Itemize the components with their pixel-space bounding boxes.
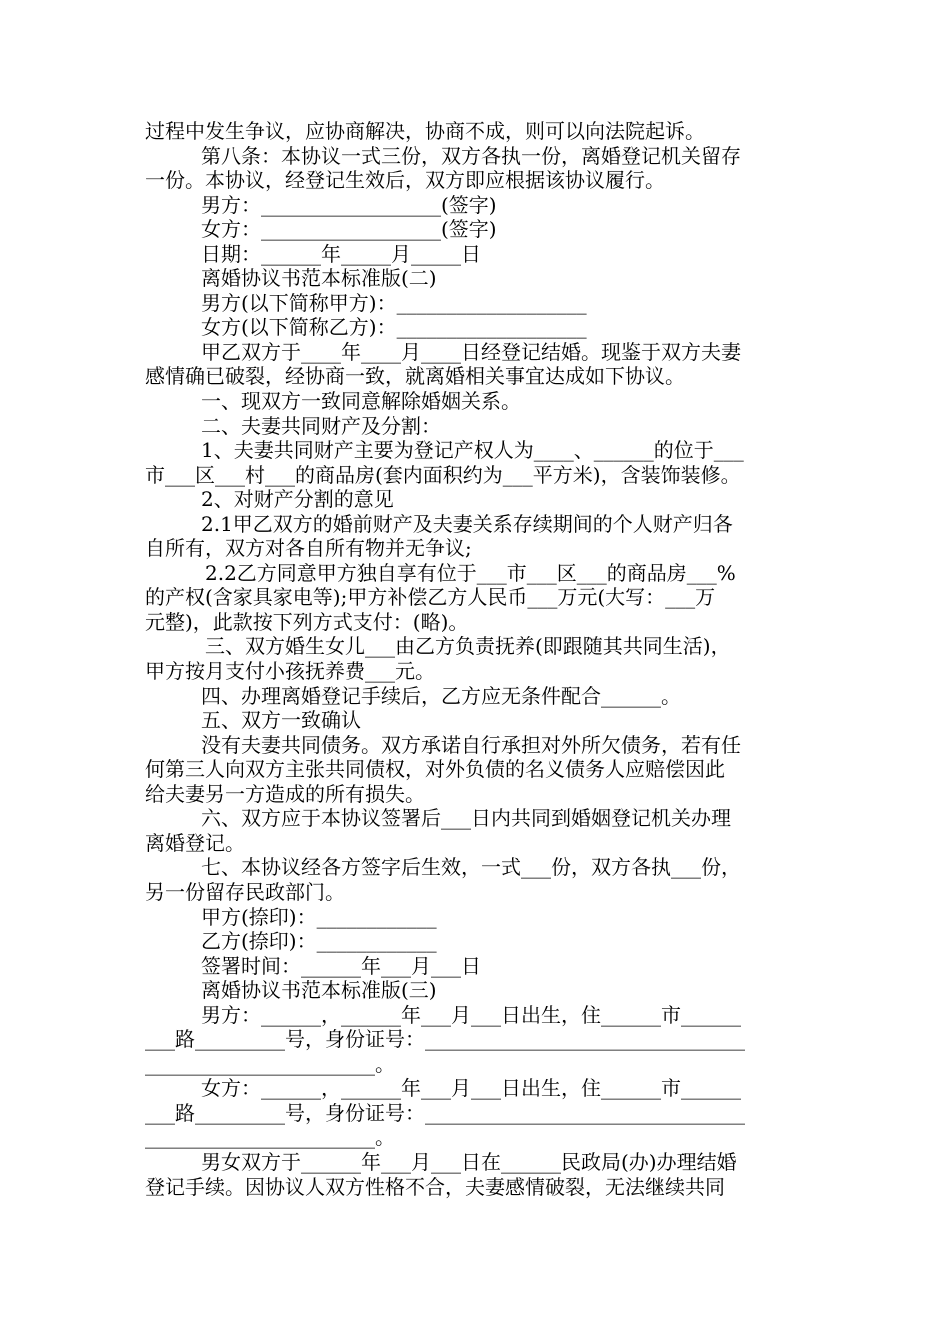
text-line: 何第三人向双方主张共同债权，对外负债的名义债务人应赔偿因此 [145,757,725,782]
text-line: 没有夫妻共同债务。双方承诺自行承担对外所欠债务，若有任 [201,732,741,757]
text-line: 签署时间：______年___月___日 [201,953,481,978]
text-line: 六、双方应于本协议签署后___日内共同到婚姻登记机关办理 [201,806,731,831]
text-line: 五、双方一致确认 [201,708,361,733]
text-line: 甲方(捺印)：____________ [201,904,437,929]
text-line: 一、现双方一致同意解除婚姻关系。 [201,389,521,414]
text-line: 女方：__________________(签字) [201,217,497,242]
text-line: 男女双方于______年___月___日在______民政局(办)办理结婚 [201,1149,737,1174]
text-line: 离婚协议书范本标准版(三) [201,978,437,1003]
text-line: 元整)，此款按下列方式支付：(略)。 [145,609,469,634]
text-line: ___路_________号，身份证号：________________________________ [145,1027,745,1052]
text-line: 自所有，双方对各自所有物并无争议; [145,536,472,561]
text-line: 乙方(捺印)：____________ [201,929,437,954]
text-line: 日期：______年_____月_____日 [201,241,481,266]
text-line: 男方：______，______年___月___日出生，住______市______ [201,1002,741,1027]
text-line: 三、双方婚生女儿___由乙方负责抚养(即跟随其共同生活)， [205,634,731,659]
text-line: 女方：______，______年___月___日出生，住______市______ [201,1076,741,1101]
text-line: 过程中发生争议，应协商解决，协商不成，则可以向法院起诉。 [145,119,705,143]
text-line: 2.1甲乙双方的婚前财产及夫妻关系存续期间的个人财产归各 [201,511,733,536]
text-line: 四、办理离婚登记手续后，乙方应无条件配合______。 [201,683,681,708]
document-body [145,119,810,1199]
text-line: 感情确已破裂，经协商一致，就离婚相关事宜达成如下协议。 [145,364,685,389]
text-line: 离婚协议书范本标准版(二) [201,266,437,291]
text-line: 2.2乙方同意甲方独自享有位于___市___区___的商品房___% [205,560,736,585]
text-line: 市___区___村___的商品房(套内面积约为___平方米)，含装饰装修。 [145,462,741,487]
text-line: 二、夫妻共同财产及分割： [201,413,441,438]
text-line: 女方(以下简称乙方)：___________________ [201,315,587,340]
text-line: 甲乙双方于____年____月____日经登记结婚。现鉴于双方夫妻 [201,339,741,364]
text-line: 第八条：本协议一式三份，双方各执一份，离婚登记机关留存 [201,143,741,168]
text-line: 的产权(含家具家电等);甲方补偿乙方人民币___万元(大写：___万 [145,585,716,610]
text-line: 七、本协议经各方签字后生效，一式___份，双方各执___份， [201,855,741,880]
text-line: _______________________。 [145,1125,395,1150]
text-line: 甲方按月支付小孩抚养费___元。 [145,659,435,684]
text-line: 另一份留存民政部门。 [145,879,345,904]
text-line: 离婚登记。 [145,830,245,855]
text-line: ___路_________号，身份证号：________________________________ [145,1100,745,1125]
text-line: 给夫妻另一方造成的所有损失。 [145,781,425,806]
text-line: 男方(以下简称甲方)：___________________ [201,290,587,315]
text-line: 1、夫妻共同财产主要为登记产权人为____、______的位于___ [201,438,744,463]
text-line: 登记手续。因协议人双方性格不合，夫妻感情破裂，无法继续共同 [145,1174,725,1199]
text-line: 2、对财产分割的意见 [201,487,394,512]
text-line: _______________________。 [145,1051,395,1076]
text-line: 一份。本协议，经登记生效后，双方即应根据该协议履行。 [145,168,665,193]
text-line: 男方：__________________(签字) [201,192,497,217]
